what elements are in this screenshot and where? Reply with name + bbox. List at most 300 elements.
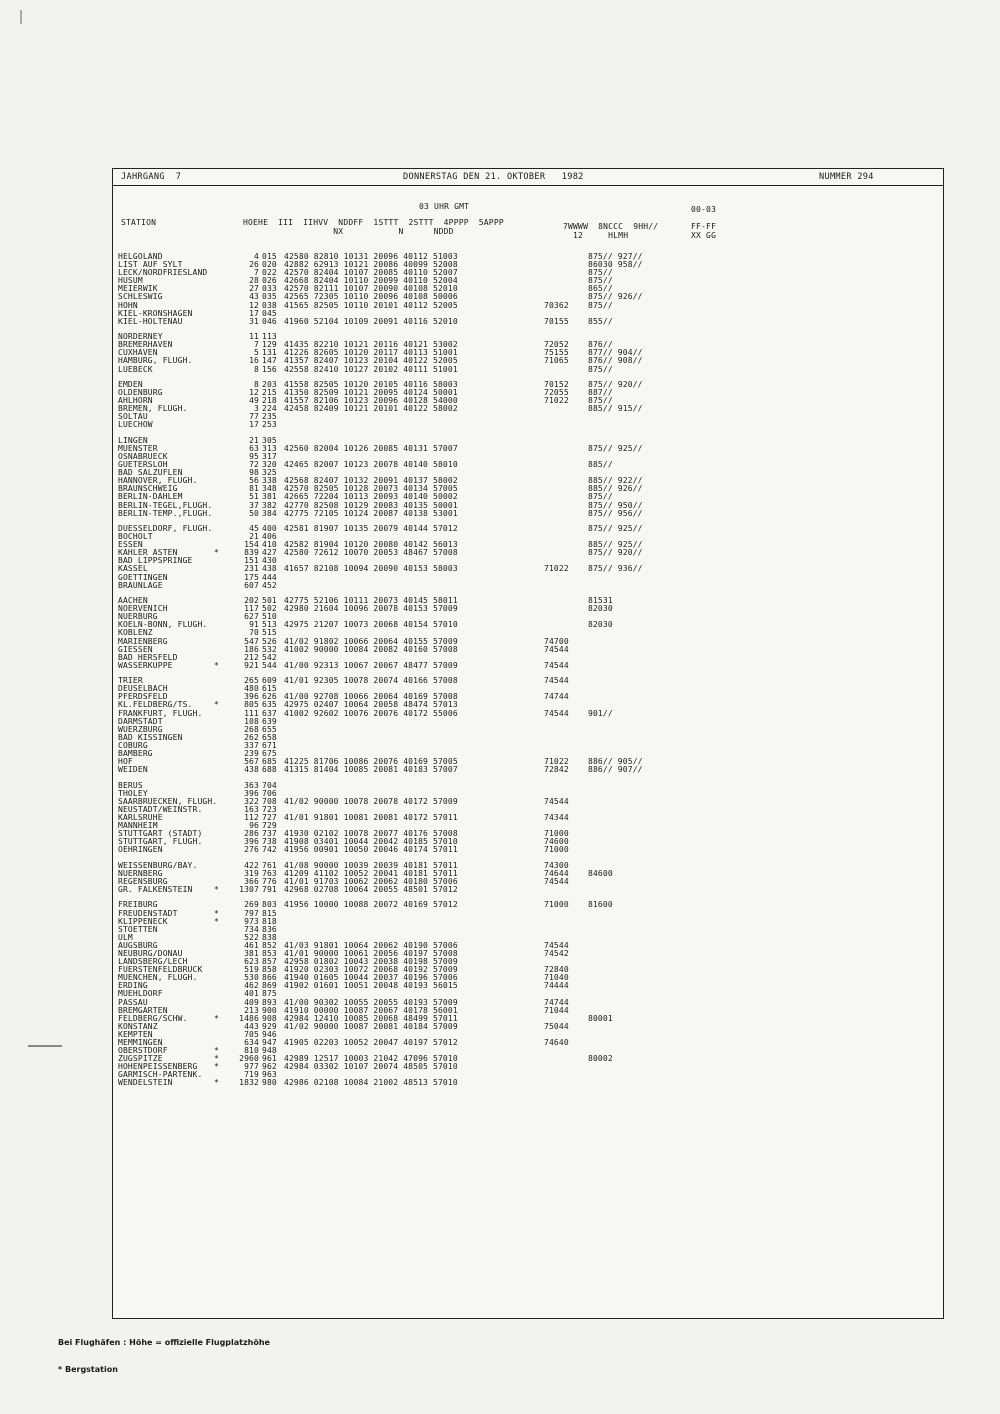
station-height: 839 xyxy=(244,548,259,558)
cloud-gust-group: 80001 xyxy=(588,1013,613,1023)
station-height: 3 xyxy=(254,404,259,414)
station-row xyxy=(118,926,738,934)
station-index: 410 xyxy=(262,540,277,550)
weather-group: 70152 xyxy=(544,379,569,389)
synop-groups: 41002 90000 10084 20082 40160 57008 xyxy=(284,644,458,654)
station-height: 366 xyxy=(244,876,259,886)
station-index: 015 xyxy=(262,252,277,261)
station-row xyxy=(118,814,738,822)
station-name: KONSTANZ xyxy=(118,1021,158,1031)
cloud-gust-group: 875// 926// xyxy=(588,292,643,302)
station-height: 63 xyxy=(249,443,259,453)
cloud-gust-group: 875// 925// xyxy=(588,524,643,533)
mountain-station-marker: * xyxy=(214,908,219,918)
station-name: MANNHEIM xyxy=(118,821,158,831)
mountain-station-marker: * xyxy=(214,548,219,558)
station-height: 239 xyxy=(244,749,259,759)
synop-groups: 41910 00000 10087 20067 40178 56001 xyxy=(284,1005,458,1015)
station-name: BREMGARTEN xyxy=(118,1005,168,1015)
station-height: 276 xyxy=(244,845,259,855)
station-height: 77 xyxy=(249,412,259,422)
synop-groups: 41558 82505 10120 20105 40116 58003 xyxy=(284,379,458,389)
synop-groups: 41209 41102 10052 20041 40181 57011 xyxy=(284,868,458,878)
station-name: FUERSTENFELDBRUCK xyxy=(118,965,203,975)
date-label: DONNERSTAG DEN 21. OKTOBER 1982 xyxy=(403,172,584,182)
station-row xyxy=(118,901,738,909)
station-index: 320 xyxy=(262,460,277,470)
station-index: 038 xyxy=(262,300,277,310)
station-name: MEIERWIK xyxy=(118,284,158,294)
time-range: 00-03 xyxy=(691,205,717,214)
station-name: HOF xyxy=(118,757,133,767)
station-name: FREIBURG xyxy=(118,900,158,910)
synop-groups: 42570 82111 10107 20090 40108 52010 xyxy=(284,284,458,294)
station-height: 95 xyxy=(249,451,259,461)
cloud-gust-group: 875// xyxy=(588,364,613,374)
cloud-gust-group: 885// 925// xyxy=(588,540,643,550)
station-name: SCHLESWIG xyxy=(118,292,163,302)
station-row xyxy=(118,413,738,421)
station-height: 45 xyxy=(249,524,259,533)
synop-groups: 41902 01601 10051 20048 40193 56015 xyxy=(284,981,458,991)
station-index: 305 xyxy=(262,435,277,445)
station-name: KASSEL xyxy=(118,564,148,574)
station-index: 685 xyxy=(262,757,277,767)
weather-group: 71022 xyxy=(544,757,569,767)
cloud-gust-group: 875// 920// xyxy=(588,379,643,389)
synop-groups: 41/00 90302 10055 20055 40193 57009 xyxy=(284,997,458,1007)
station-index: 452 xyxy=(262,580,277,590)
station-name: KIEL-HOLTENAU xyxy=(118,316,183,326)
station-height: 719 xyxy=(244,1070,259,1080)
synop-groups: 41/02 90000 10087 20081 40184 57009 xyxy=(284,1021,458,1031)
synop-groups: 42975 02407 10064 20058 48474 57013 xyxy=(284,700,458,710)
weather-group: 74542 xyxy=(544,948,569,958)
station-index: 869 xyxy=(262,981,277,991)
station-index: 502 xyxy=(262,604,277,614)
station-name: BAD KISSINGEN xyxy=(118,732,183,742)
station-height: 28 xyxy=(249,276,259,286)
synop-groups: 42968 02708 10064 20055 48501 57012 xyxy=(284,885,458,895)
station-height: 213 xyxy=(244,1005,259,1015)
header-divider xyxy=(113,185,943,186)
main-columns-subheader: NX N NDDD xyxy=(243,227,454,236)
cloud-gust-group: 80002 xyxy=(588,1054,613,1064)
synop-groups: 41315 81404 10085 20081 40183 57007 xyxy=(284,765,458,775)
station-name: GOETTINGEN xyxy=(118,572,168,582)
station-height: 202 xyxy=(244,596,259,606)
synop-groups: 41908 03401 10044 20042 40185 57010 xyxy=(284,837,458,847)
station-name: AACHEN xyxy=(118,596,148,606)
station-height: 49 xyxy=(249,396,259,406)
station-index: 962 xyxy=(262,1062,277,1072)
station-index: 729 xyxy=(262,821,277,831)
synop-groups: 41960 52104 10109 20091 40116 52010 xyxy=(284,316,458,326)
station-row xyxy=(118,646,738,654)
mountain-station-marker: * xyxy=(214,1062,219,1072)
station-height: 363 xyxy=(244,780,259,790)
station-name: FELDBERG/SCHW. xyxy=(118,1013,188,1023)
station-name: HOHENPEISSENBERG xyxy=(118,1062,198,1072)
synop-groups: 42775 52106 10111 20073 40145 58011 xyxy=(284,596,458,606)
synop-groups: 41956 00901 10050 20046 40174 57011 xyxy=(284,845,458,855)
weather-group: 71022 xyxy=(544,396,569,406)
station-row xyxy=(118,1023,738,1031)
station-index: 045 xyxy=(262,308,277,318)
station-index: 526 xyxy=(262,636,277,646)
weather-group: 74300 xyxy=(544,860,569,870)
synop-groups: 41/00 92708 10066 20064 40169 57008 xyxy=(284,692,458,702)
synop-groups: 42986 02108 10084 21002 48513 57010 xyxy=(284,1078,458,1088)
station-index: 224 xyxy=(262,404,277,414)
station-height: 409 xyxy=(244,997,259,1007)
jahrgang-label: JAHRGANG 7 xyxy=(121,172,182,182)
cloud-gust-group: 876// xyxy=(588,340,613,350)
weather-group: 71044 xyxy=(544,1005,569,1015)
weather-group: 72055 xyxy=(544,388,569,397)
station-name: FRANKFURT, FLUGH. xyxy=(118,708,203,718)
group-gap xyxy=(118,326,738,333)
station-row xyxy=(118,662,738,670)
station-name: NUERNBERG xyxy=(118,868,163,878)
station-height: 462 xyxy=(244,981,259,991)
footnote-mountain-station: * Bergstation xyxy=(58,1365,118,1374)
station-name: GIESSEN xyxy=(118,644,153,654)
weather-group: 72842 xyxy=(544,765,569,775)
cloud-gust-group: 875// 956// xyxy=(588,508,643,518)
station-index: 776 xyxy=(262,876,277,886)
station-height: 522 xyxy=(244,932,259,942)
synop-groups: 42568 82407 10132 20091 40137 58002 xyxy=(284,476,458,486)
synop-groups: 42958 01802 10043 20038 40198 57009 xyxy=(284,957,458,967)
weather-group: 74544 xyxy=(544,940,569,950)
weather-group: 75044 xyxy=(544,1021,569,1031)
station-height: 396 xyxy=(244,837,259,847)
synop-groups: 41905 02203 10052 20047 40197 57012 xyxy=(284,1038,458,1048)
station-height: 81 xyxy=(249,484,259,494)
cloud-gust-group: 875// xyxy=(588,396,613,406)
synop-groups: 41/02 90000 10078 20078 40172 57009 xyxy=(284,796,458,806)
station-index: 129 xyxy=(262,340,277,350)
station-name: MUEHLDORF xyxy=(118,989,163,999)
station-index: 046 xyxy=(262,316,277,326)
station-index: 639 xyxy=(262,716,277,726)
weather-group: 71000 xyxy=(544,900,569,910)
mountain-station-marker: * xyxy=(214,700,219,710)
station-index: 348 xyxy=(262,484,277,494)
station-height: 7 xyxy=(254,340,259,350)
cloud-gust-group: 86030 958// xyxy=(588,260,643,270)
station-name: WASSERKUPPE xyxy=(118,660,173,670)
station-index: 384 xyxy=(262,508,277,518)
station-height: 151 xyxy=(244,556,259,566)
right-columns-header: 7WWWW 8NCCC 9HH// xyxy=(563,222,659,231)
station-index: 203 xyxy=(262,379,277,389)
station-height: 269 xyxy=(244,900,259,910)
station-name: BRAUNLAGE xyxy=(118,580,163,590)
synop-groups: 42580 82810 10131 20096 40112 51003 xyxy=(284,252,458,261)
station-name: WEIDEN xyxy=(118,765,148,775)
synop-groups: 41/01 90000 10061 20056 40197 57008 xyxy=(284,948,458,958)
station-name: SAARBRUECKEN, FLUGH. xyxy=(118,796,218,806)
station-height: 623 xyxy=(244,957,259,967)
station-height: 1486 xyxy=(239,1013,259,1023)
station-height: 519 xyxy=(244,965,259,975)
station-name: NORDERNEY xyxy=(118,332,163,342)
station-index: 761 xyxy=(262,860,277,870)
station-height: 921 xyxy=(244,660,259,670)
station-height: 607 xyxy=(244,580,259,590)
station-name: MARIENBERG xyxy=(118,636,168,646)
station-index: 513 xyxy=(262,620,277,630)
station-height: 37 xyxy=(249,500,259,510)
weather-group: 71040 xyxy=(544,973,569,983)
station-height: 43 xyxy=(249,292,259,302)
station-name: LINGEN xyxy=(118,435,148,445)
station-name: TRIER xyxy=(118,676,143,686)
station-name: MUENCHEN, FLUGH. xyxy=(118,973,198,983)
station-index: 022 xyxy=(262,268,277,278)
station-name: FREUDENSTADT xyxy=(118,908,178,918)
cloud-gust-group: 885// 922// xyxy=(588,476,643,486)
station-name: KLIPPENECK xyxy=(118,916,168,926)
station-index: 858 xyxy=(262,965,277,975)
station-height: 12 xyxy=(249,388,259,397)
station-index: 430 xyxy=(262,556,277,566)
station-index: 929 xyxy=(262,1021,277,1031)
synop-groups: 41657 82108 10094 20090 40153 58003 xyxy=(284,564,458,574)
synop-groups: 41435 82210 10121 20116 40121 53002 xyxy=(284,340,458,350)
station-height: 805 xyxy=(244,700,259,710)
station-height: 319 xyxy=(244,868,259,878)
station-index: 737 xyxy=(262,829,277,839)
station-height: 1307 xyxy=(239,885,259,895)
synop-groups: 41/02 91802 10066 20064 40155 57009 xyxy=(284,636,458,646)
synop-groups: 42580 72612 10070 20053 48467 57008 xyxy=(284,548,458,558)
synop-groups: 42565 72305 10110 20096 40108 50006 xyxy=(284,292,458,302)
station-name: GR. FALKENSTEIN xyxy=(118,885,193,895)
station-index: 948 xyxy=(262,1046,277,1056)
synop-groups: 42980 21604 10096 20078 40153 57009 xyxy=(284,604,458,614)
station-height: 21 xyxy=(249,532,259,542)
station-name: PASSAU xyxy=(118,997,148,1007)
station-name: OBERSTDORF xyxy=(118,1046,168,1056)
station-name: STOETTEN xyxy=(118,924,158,934)
cloud-gust-group: 875// xyxy=(588,276,613,286)
station-name: HOHN xyxy=(118,300,138,310)
cloud-gust-group: 885// 926// xyxy=(588,484,643,494)
station-height: 461 xyxy=(244,940,259,950)
cloud-gust-group: 855// xyxy=(588,316,613,326)
station-index: 218 xyxy=(262,396,277,406)
synop-groups: 42668 82404 10110 20099 40110 52004 xyxy=(284,276,458,286)
station-index: 427 xyxy=(262,548,277,558)
station-height: 8 xyxy=(254,379,259,389)
mountain-station-marker: * xyxy=(214,1078,219,1088)
synop-groups: 41225 81706 10086 20076 40169 57005 xyxy=(284,757,458,767)
station-height: 438 xyxy=(244,765,259,775)
synop-groups: 42581 81907 10135 20079 40144 57012 xyxy=(284,524,458,533)
station-index: 235 xyxy=(262,412,277,422)
weather-group: 70362 xyxy=(544,300,569,310)
cloud-gust-group: 82030 xyxy=(588,620,613,630)
weather-group: 72052 xyxy=(544,340,569,350)
cloud-gust-group: 875// 920// xyxy=(588,548,643,558)
station-height: 705 xyxy=(244,1029,259,1039)
synop-groups: 42770 82508 10129 20083 40135 50001 xyxy=(284,500,458,510)
cloud-gust-group: 876// 908// xyxy=(588,356,643,366)
synop-groups: 42465 82007 10123 20078 40140 58010 xyxy=(284,460,458,470)
cloud-gust-group: 865// xyxy=(588,284,613,294)
weather-group: 74744 xyxy=(544,692,569,702)
group-gap xyxy=(118,429,738,436)
station-name: LECK/NORDFRIESLAND xyxy=(118,268,208,278)
station-name: BAMBERG xyxy=(118,749,153,759)
station-index: 338 xyxy=(262,476,277,486)
station-height: 8 xyxy=(254,364,259,374)
station-index: 961 xyxy=(262,1054,277,1064)
station-name: BREMEN, FLUGH. xyxy=(118,404,188,414)
synop-groups: 41350 82509 10121 20095 40124 50001 xyxy=(284,388,458,397)
station-name: PFERDSFELD xyxy=(118,692,168,702)
station-height: 634 xyxy=(244,1038,259,1048)
synop-groups: 41930 02102 10078 20077 40176 57008 xyxy=(284,829,458,839)
station-column-header: STATION xyxy=(121,218,157,227)
cloud-gust-group: 887// xyxy=(588,388,613,397)
station-row xyxy=(118,710,738,718)
mountain-station-marker: * xyxy=(214,1046,219,1056)
station-row xyxy=(118,405,738,413)
station-height: 108 xyxy=(244,716,259,726)
station-height: 265 xyxy=(244,676,259,686)
station-height: 396 xyxy=(244,692,259,702)
station-row xyxy=(118,742,738,750)
station-height: 4 xyxy=(254,252,259,261)
synop-groups: 41565 82505 10110 20101 40112 52005 xyxy=(284,300,458,310)
station-name: SOLTAU xyxy=(118,412,148,422)
station-index: 946 xyxy=(262,1029,277,1039)
weather-group: 71065 xyxy=(544,356,569,366)
station-index: 382 xyxy=(262,500,277,510)
station-index: 510 xyxy=(262,612,277,622)
mountain-station-marker: * xyxy=(214,1013,219,1023)
station-name: KOBLENZ xyxy=(118,628,153,638)
station-row xyxy=(118,846,738,854)
station-name: HAMBURG, FLUGH. xyxy=(118,356,193,366)
cloud-gust-group: 875// 950// xyxy=(588,500,643,510)
station-height: 51 xyxy=(249,492,259,502)
station-row xyxy=(118,734,738,742)
station-height: 111 xyxy=(244,708,259,718)
station-name: DUESSELDORF, FLUGH. xyxy=(118,524,213,533)
weather-group: 71000 xyxy=(544,829,569,839)
synop-groups: 41/03 91801 10064 20062 40190 57006 xyxy=(284,940,458,950)
synop-groups: 41920 02303 10072 20068 40192 57009 xyxy=(284,965,458,975)
station-name: BERLIN-TEGEL,FLUGH. xyxy=(118,500,213,510)
station-height: 2960 xyxy=(239,1054,259,1064)
weather-group: 74544 xyxy=(544,708,569,718)
station-row xyxy=(118,565,738,573)
station-height: 530 xyxy=(244,973,259,983)
synop-groups: 42560 82004 10126 20085 40131 57007 xyxy=(284,443,458,453)
station-index: 113 xyxy=(262,332,277,342)
cloud-gust-group: 82030 xyxy=(588,604,613,614)
station-name: OLDENBURG xyxy=(118,388,163,397)
station-name: COBURG xyxy=(118,740,148,750)
station-height: 810 xyxy=(244,1046,259,1056)
station-name: ERDING xyxy=(118,981,148,991)
station-index: 637 xyxy=(262,708,277,718)
cloud-gust-group: 84600 xyxy=(588,868,613,878)
station-index: 908 xyxy=(262,1013,277,1023)
station-index: 853 xyxy=(262,948,277,958)
station-height: 27 xyxy=(249,284,259,294)
synop-groups: 41940 01605 10044 20037 40196 57006 xyxy=(284,973,458,983)
station-name: BERLIN-DAHLEM xyxy=(118,492,183,502)
station-index: 444 xyxy=(262,572,277,582)
weather-group: 74544 xyxy=(544,644,569,654)
station-name: AUGSBURG xyxy=(118,940,158,950)
cloud-gust-group: 81531 xyxy=(588,596,613,606)
station-height: 5 xyxy=(254,348,259,358)
scan-artifact xyxy=(28,1045,62,1047)
station-height: 977 xyxy=(244,1062,259,1072)
station-row xyxy=(118,549,738,557)
station-row xyxy=(118,726,738,734)
report-sheet xyxy=(112,168,944,1319)
synop-groups: 41357 82407 10123 20104 40122 52005 xyxy=(284,356,458,366)
synop-groups: 41226 82605 10120 20117 40113 51001 xyxy=(284,348,458,358)
synop-groups: 41/00 92313 10067 20067 48477 57009 xyxy=(284,660,458,670)
station-index: 381 xyxy=(262,492,277,502)
station-index: 708 xyxy=(262,796,277,806)
station-row xyxy=(118,677,738,685)
station-index: 947 xyxy=(262,1038,277,1048)
station-row xyxy=(118,886,738,894)
station-name: NUERBURG xyxy=(118,612,158,622)
cloud-gust-group: 875// 927// xyxy=(588,252,643,261)
station-index: 727 xyxy=(262,812,277,822)
station-row xyxy=(118,1079,738,1087)
station-height: 797 xyxy=(244,908,259,918)
station-height: 175 xyxy=(244,572,259,582)
cloud-gust-group: 901// xyxy=(588,708,613,718)
station-index: 852 xyxy=(262,940,277,950)
station-row xyxy=(118,318,738,326)
station-index: 763 xyxy=(262,868,277,878)
station-index: 815 xyxy=(262,908,277,918)
station-name: HUSUM xyxy=(118,276,143,286)
station-index: 400 xyxy=(262,524,277,533)
cloud-gust-group: 875// 936// xyxy=(588,564,643,574)
station-index: 803 xyxy=(262,900,277,910)
station-name: AHLHORN xyxy=(118,396,153,406)
station-name: KEMPTEN xyxy=(118,1029,153,1039)
mountain-station-marker: * xyxy=(214,1054,219,1064)
synop-groups: 41/01 91801 10081 20081 40172 57011 xyxy=(284,812,458,822)
station-height: 70 xyxy=(249,628,259,638)
station-name: OEHRINGEN xyxy=(118,845,163,855)
footnotes xyxy=(58,1320,270,1383)
station-height: 21 xyxy=(249,435,259,445)
station-row xyxy=(118,1039,738,1047)
station-index: 836 xyxy=(262,924,277,934)
synop-groups: 42984 03302 10107 20074 48505 57010 xyxy=(284,1062,458,1072)
station-name: BAD HERSFELD xyxy=(118,652,178,662)
station-height: 268 xyxy=(244,724,259,734)
station-name: BRAUNSCHWEIG xyxy=(118,484,178,494)
synop-groups: 42984 12410 10085 20068 48499 57011 xyxy=(284,1013,458,1023)
